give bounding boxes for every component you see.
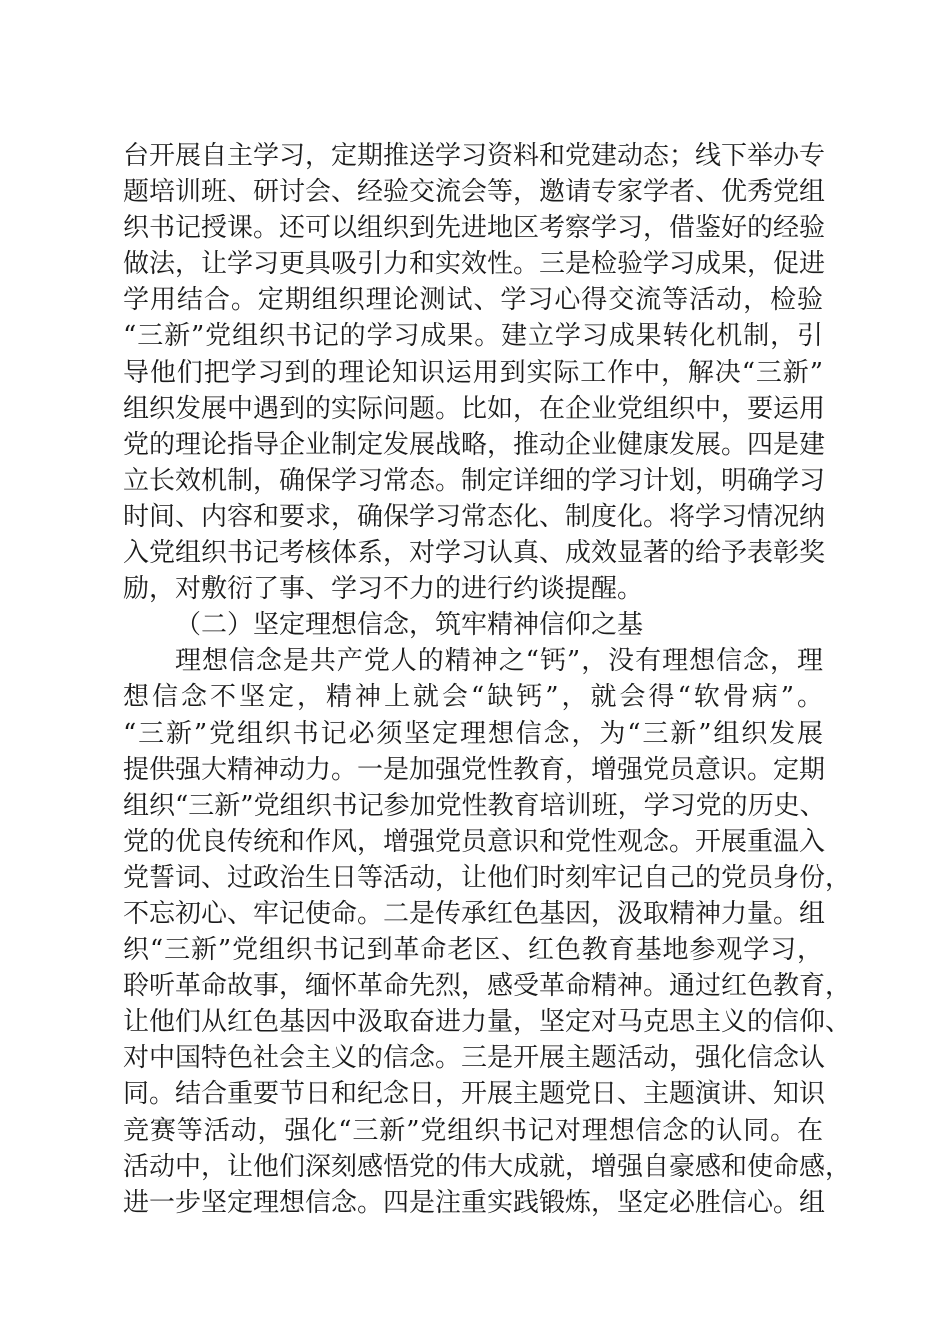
text-line: 党誓词、过政治生日等活动，让他们时刻牢记自己的党员身份， [123, 862, 852, 893]
text-line: 党的优良传统和作风，增强党员意识和党性观念。开展重温入 [123, 826, 826, 857]
text-line: 励，对敷衍了事、学习不力的进行约谈提醒。 [123, 574, 644, 605]
text-line: 组织“三新”党组织书记参加党性教育培训班，学习党的历史、 [123, 790, 826, 821]
body-text [123, 138, 852, 1221]
text-line: 不忘初心、牢记使命。二是传承红色基因，汲取精神力量。组 [123, 898, 826, 929]
text-line: 提供强大精神动力。一是加强党性教育，增强党员意识。定期 [123, 754, 826, 785]
text-line: 竞赛等活动，强化“三新”党组织书记对理想信念的认同。在 [123, 1115, 823, 1146]
text-line: 台开展自主学习，定期推送学习资料和党建动态；线下举办专 [123, 141, 826, 171]
text-line: 织“三新”党组织书记到革命老区、红色教育基地参观学习， [123, 935, 823, 966]
text-line: 聆听革命故事，缅怀革命先烈，感受革命精神。通过红色教育， [123, 971, 852, 1002]
text-line: 党的理论指导企业制定发展战略，推动企业健康发展。四是建 [123, 429, 826, 460]
text-line: “三新”党组织书记必须坚定理想信念，为“三新”组织发展 [123, 718, 823, 749]
text-line: 入党组织书记考核体系，对学习认真、成效显著的给予表彰奖 [123, 538, 826, 569]
text-line: 做法，让学习更具吸引力和实效性。三是检验学习成果，促进 [123, 249, 826, 280]
text-line: 想信念不坚定，精神上就会“缺钙”，就会得“软骨病”。 [123, 682, 823, 713]
text-line: 导他们把学习到的理论知识运用到实际工作中，解决“三新” [123, 357, 823, 388]
text-line: 学用结合。定期组织理论测试、学习心得交流等活动，检验 [123, 285, 823, 316]
section-heading: （二）坚定理想信念，筑牢精神信仰之基 [175, 610, 644, 641]
text-line: 同。结合重要节日和纪念日，开展主题党日、主题演讲、知识 [123, 1079, 826, 1110]
text-line: 题培训班、研讨会、经验交流会等，邀请专家学者、优秀党组 [123, 177, 826, 208]
text-line: 织书记授课。还可以组织到先进地区考察学习，借鉴好的经验 [123, 213, 826, 244]
text-line: “三新”党组织书记的学习成果。建立学习成果转化机制，引 [123, 321, 823, 352]
text-line: 对中国特色社会主义的信念。三是开展主题活动，强化信念认 [123, 1043, 826, 1074]
text-line: 时间、内容和要求，确保学习常态化、制度化。将学习情况纳 [123, 501, 826, 532]
text-line: 让他们从红色基因中汲取奋进力量，坚定对马克思主义的信仰、 [123, 1007, 852, 1038]
text-line: 立长效机制，确保学习常态。制定详细的学习计划，明确学习 [123, 465, 826, 496]
text-line: 组织发展中遇到的实际问题。比如，在企业党组织中，要运用 [123, 393, 826, 424]
text-line: 进一步坚定理想信念。四是注重实践锻炼，坚定必胜信心。组 [123, 1187, 826, 1218]
text-line: 活动中，让他们深刻感悟党的伟大成就，增强自豪感和使命感， [123, 1151, 852, 1182]
text-line: 理想信念是共产党人的精神之“钙”，没有理想信念，理 [175, 646, 823, 677]
